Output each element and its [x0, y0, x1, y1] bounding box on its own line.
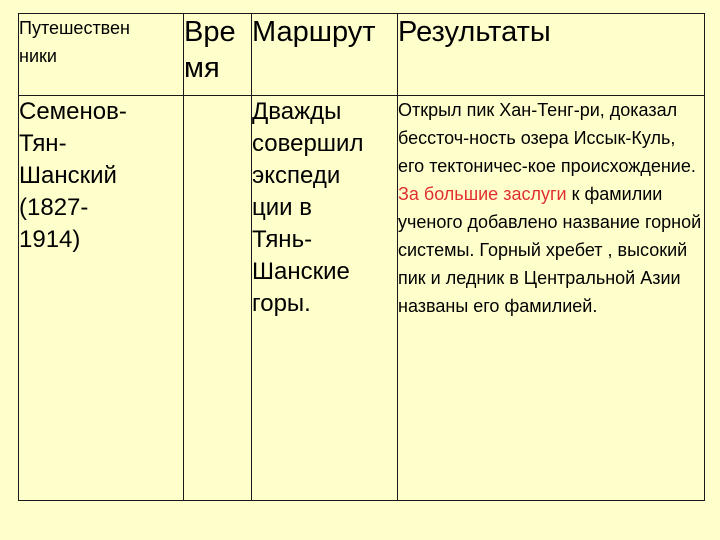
results-text: Открыл пик Хан-Тенг-ри, доказал бессточ-ность озера Иссык-Куль, его тектоничес-кое происхождение. [398, 100, 696, 176]
table-row [19, 96, 705, 501]
header-travelers [19, 14, 184, 96]
route-text: Дважды совершил экспеди ции в Тянь- Шанские горы. [252, 98, 364, 317]
traveler-cell [19, 96, 184, 501]
header-results-label: Результаты [398, 16, 551, 48]
route-cell [252, 96, 398, 501]
header-results [398, 14, 705, 96]
header-travelers-label: Путешествен ники [19, 18, 130, 66]
results-highlight: За большие заслуги [398, 184, 567, 204]
travelers-table [18, 13, 705, 501]
header-time [184, 14, 252, 96]
results-text-end: к фамилии ученого добавлено название горной системы. Горный хребет , высокий пик и ледник в Центральной Азии названы его фамилией. [398, 184, 702, 316]
time-cell [184, 96, 252, 501]
header-row [19, 14, 705, 96]
results-cell [398, 96, 705, 501]
header-route-label: Маршрут [252, 16, 376, 48]
header-time-label: Вре мя [184, 16, 236, 84]
traveler-name: Семенов- Тян- Шанский (1827- 1914) [19, 98, 127, 253]
header-route [252, 14, 398, 96]
